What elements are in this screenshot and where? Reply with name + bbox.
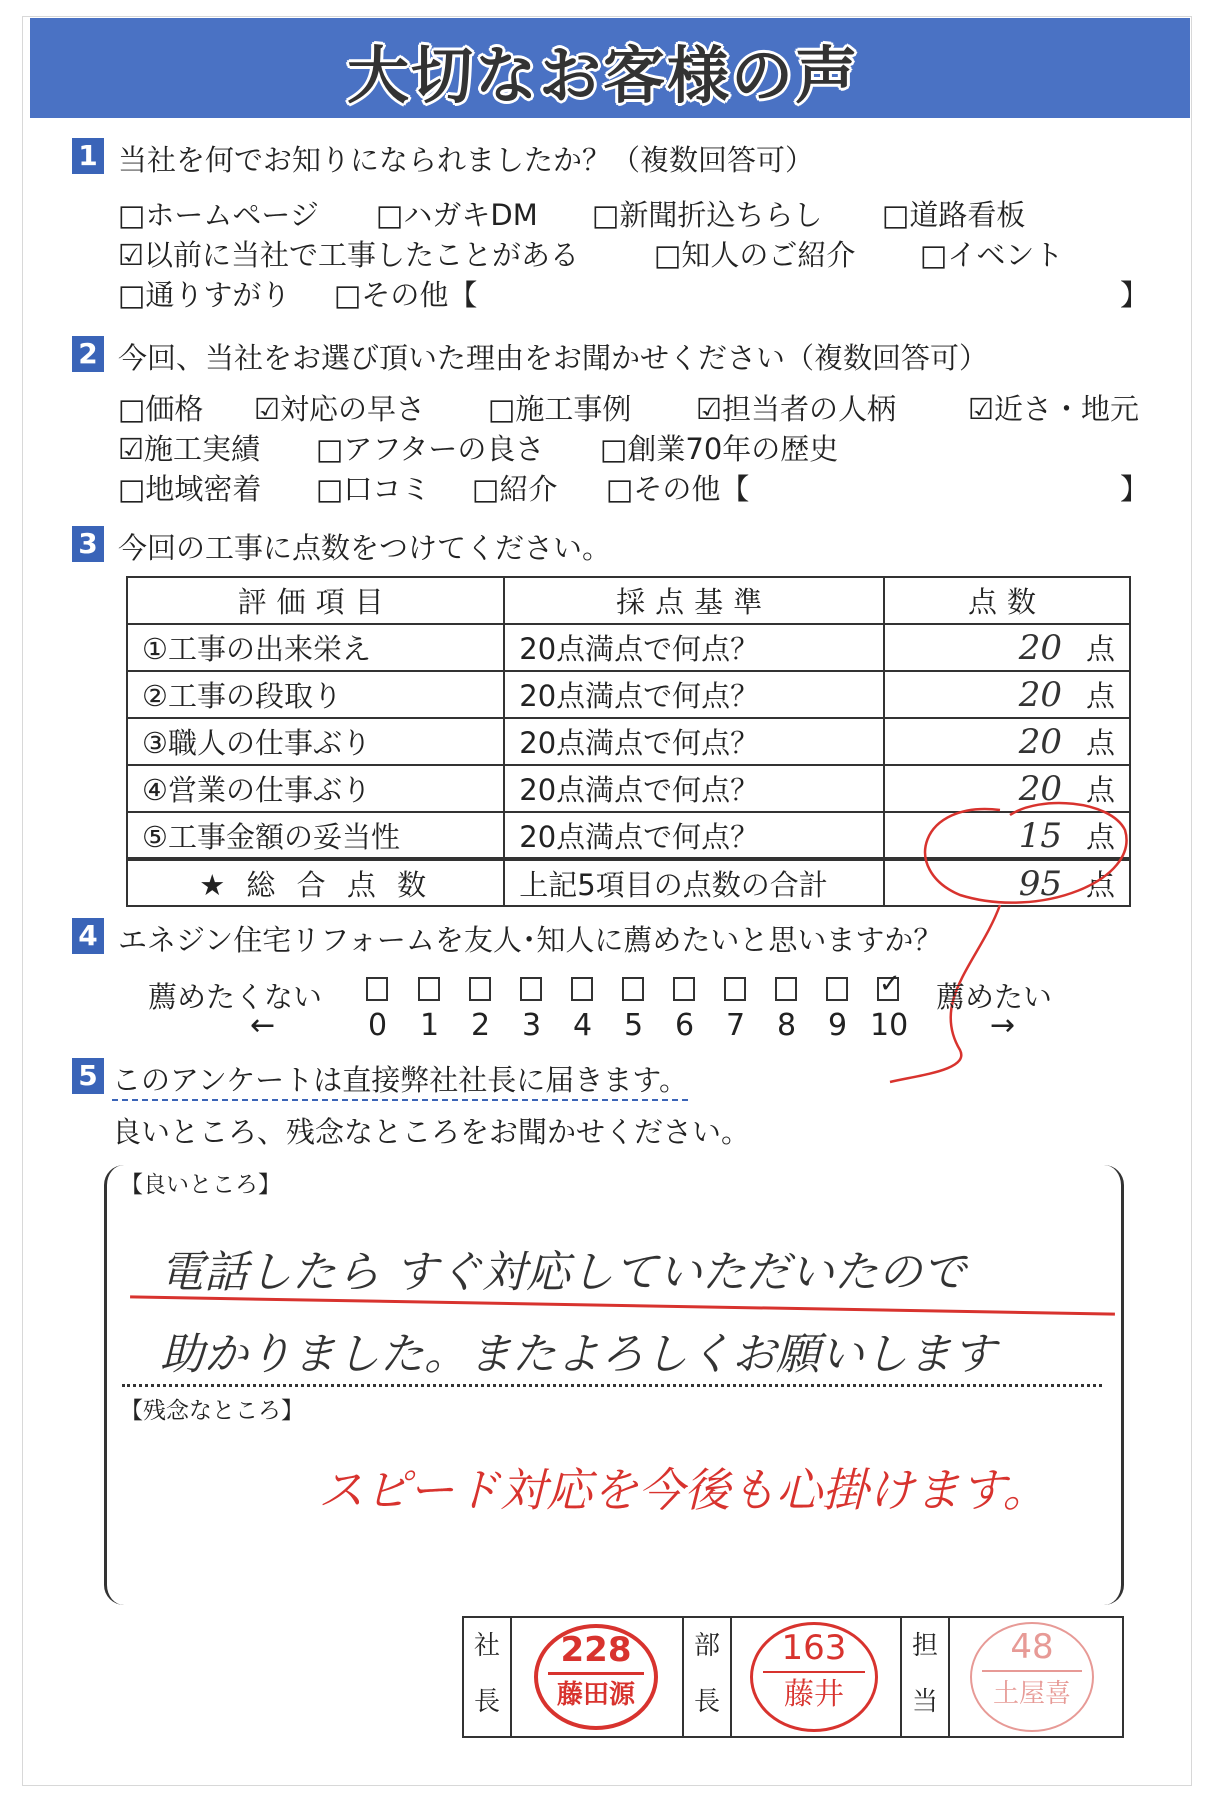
q2-option-community[interactable]: □地域密着 [118, 472, 262, 506]
row-criteria: 20点満点で何点？ [504, 812, 884, 859]
q1-option-previous-work[interactable]: ☑以前に当社で工事したことがある [118, 238, 579, 272]
seal-number: 228 [560, 1630, 632, 1670]
scale-digit: 10 [870, 1008, 909, 1043]
seal-name: 藤田源 [548, 1672, 644, 1715]
question-5-number: 5 [72, 1058, 104, 1094]
scale-digit: 1 [420, 1008, 440, 1043]
question-3-number: 3 [72, 526, 104, 562]
q2-option-case-studies[interactable]: □施工事例 [488, 392, 632, 426]
scale-digit: 7 [726, 1008, 746, 1043]
question-3-text: 今回の工事に点数をつけてください。 [118, 531, 612, 565]
q2-option-other[interactable]: □その他【 [606, 472, 750, 506]
total-criteria: 上記5項目の点数の合計 [504, 859, 884, 906]
check-mark-icon: ✓ [879, 969, 901, 999]
q2-option-introduction[interactable]: □紹介 [472, 472, 558, 506]
scale-box-4[interactable] [571, 977, 593, 1001]
scale-digit: 3 [522, 1008, 542, 1043]
scale-box-10-checked[interactable] [877, 969, 901, 1001]
score-unit: 点 [1085, 726, 1115, 760]
q1-option-referral[interactable]: □知人のご紹介 [654, 238, 856, 272]
handwritten-score: 20 [1018, 628, 1062, 668]
row-item: ①工事の出来栄え [127, 624, 504, 671]
seal-number: 163 [781, 1628, 847, 1668]
row-criteria: 20点満点で何点？ [504, 624, 884, 671]
section-divider [122, 1384, 1102, 1387]
q1-option-event[interactable]: □イベント [920, 238, 1064, 272]
header-item: 評価項目 [127, 577, 504, 624]
scale-box-1[interactable] [418, 977, 440, 1001]
q2-option-aftercare[interactable]: □アフターの良さ [316, 432, 545, 466]
scale-box-0[interactable] [366, 977, 388, 1001]
q1-option-homepage[interactable]: □ホームページ [118, 198, 319, 232]
q2-option-70-years-history[interactable]: □創業70年の歴史 [600, 432, 839, 466]
question-2-number: 2 [72, 336, 104, 372]
row-criteria: 20点満点で何点？ [504, 671, 884, 718]
handwritten-score: 20 [1018, 722, 1062, 762]
scale-digit: 6 [675, 1008, 695, 1043]
scale-digit: 4 [573, 1008, 593, 1043]
president-stamp-cell [512, 1618, 684, 1736]
scale-digit: 2 [471, 1008, 491, 1043]
q2-option-word-of-mouth[interactable]: □口コミ [316, 472, 431, 506]
president-label: 社長 [464, 1618, 512, 1736]
approval-stamp-table [462, 1616, 1124, 1738]
q2-option-price[interactable]: □価格 [118, 392, 204, 426]
scale-box-7[interactable] [724, 977, 746, 1001]
page-title: 大切なお客様の声 [346, 39, 859, 112]
scale-digit: 5 [624, 1008, 644, 1043]
q1-other-close-bracket: 】 [1120, 278, 1150, 312]
scale-digit: 0 [368, 1008, 388, 1043]
row-item: ④営業の仕事ぶり [127, 765, 504, 812]
question-4-text: エネジン住宅リフォームを友人･知人に薦めたいと思いますか？ [118, 923, 943, 957]
question-5-subtext: 良いところ、残念なところをお聞かせください。 [112, 1115, 751, 1149]
q1-option-postcard-dm[interactable]: □ハガキDM [376, 198, 538, 232]
q2-option-local[interactable]: ☑近さ・地元 [968, 392, 1139, 426]
q2-option-quick-response[interactable]: ☑対応の早さ [254, 392, 425, 426]
president-seal [534, 1624, 658, 1730]
manager-label: 部長 [684, 1618, 732, 1736]
q2-other-close-bracket: 】 [1120, 472, 1150, 506]
scale-box-6[interactable] [673, 977, 695, 1001]
question-1-text: 当社を何でお知りになられましたか？（複数回答可） [118, 143, 815, 177]
scale-box-9[interactable] [826, 977, 848, 1001]
scale-right-label: 薦めたい [936, 980, 1053, 1014]
q1-option-newspaper-flyer[interactable]: □新聞折込ちらし [592, 198, 823, 232]
score-unit: 点 [1085, 679, 1115, 713]
scale-box-2[interactable] [469, 977, 491, 1001]
staff-label: 担当 [902, 1618, 950, 1736]
bad-points-label: 【残念なところ】 [120, 1398, 304, 1424]
total-item: ★ 総 合 点 数 [127, 859, 504, 906]
question-5-text: このアンケートは直接弊社社長に届きます。 [112, 1058, 688, 1101]
handwritten-score: 15 [1018, 815, 1062, 856]
handwritten-score: 20 [1018, 675, 1062, 715]
scale-box-3[interactable] [520, 977, 542, 1001]
score-unit: 点 [1085, 867, 1115, 902]
row-item: ②工事の段取り [127, 671, 504, 718]
good-points-line-2[interactable]: 助かりました。またよろしくお願いします [160, 1329, 996, 1380]
q2-option-track-record[interactable]: ☑施工実績 [118, 432, 260, 466]
staff-stamp-cell [950, 1618, 1122, 1736]
seal-number: 48 [1010, 1627, 1054, 1667]
seal-name: 藤井 [763, 1671, 865, 1717]
header-score: 点数 [884, 577, 1130, 624]
question-4-number: 4 [72, 918, 104, 954]
score-unit: 点 [1085, 819, 1115, 854]
scale-box-8[interactable] [775, 977, 797, 1001]
right-arrow: → [990, 1008, 1016, 1043]
scale-digit: 8 [777, 1008, 797, 1043]
good-points-label: 【良いところ】 [120, 1172, 281, 1198]
left-arrow: ← [250, 1008, 276, 1043]
header-criteria: 採点基準 [504, 577, 884, 624]
company-reply: スピード対応を今後も心掛けます。 [318, 1463, 1049, 1517]
row-item: ⑤工事金額の妥当性 [127, 812, 504, 859]
q1-option-passing-by[interactable]: □通りすがり [118, 278, 291, 312]
row-item: ③職人の仕事ぶり [127, 718, 504, 765]
scale-digit: 9 [828, 1008, 848, 1043]
manager-stamp-cell [732, 1618, 902, 1736]
question-1-number: 1 [72, 138, 104, 174]
q1-option-other[interactable]: □その他【 [334, 278, 478, 312]
handwritten-score: 20 [1018, 769, 1062, 809]
row-criteria: 20点満点で何点？ [504, 765, 884, 812]
scale-box-5[interactable] [622, 977, 644, 1001]
row-criteria: 20点満点で何点？ [504, 718, 884, 765]
handwritten-total-score: 95 [1018, 863, 1062, 904]
score-unit: 点 [1085, 773, 1115, 807]
seal-name: 土屋喜 [982, 1670, 1082, 1716]
manager-seal [750, 1622, 878, 1732]
good-points-line-1[interactable]: 電話したら すぐ対応していただいたので [160, 1247, 966, 1298]
staff-seal [970, 1622, 1094, 1732]
score-unit: 点 [1085, 632, 1115, 666]
q2-option-staff-personality[interactable]: ☑担当者の人柄 [696, 392, 896, 426]
question-2-text: 今回、当社をお選び頂いた理由をお聞かせください（複数回答可） [118, 341, 989, 375]
scale-left-label: 薦めたくない [148, 980, 323, 1014]
q1-option-road-sign[interactable]: □道路看板 [882, 198, 1026, 232]
